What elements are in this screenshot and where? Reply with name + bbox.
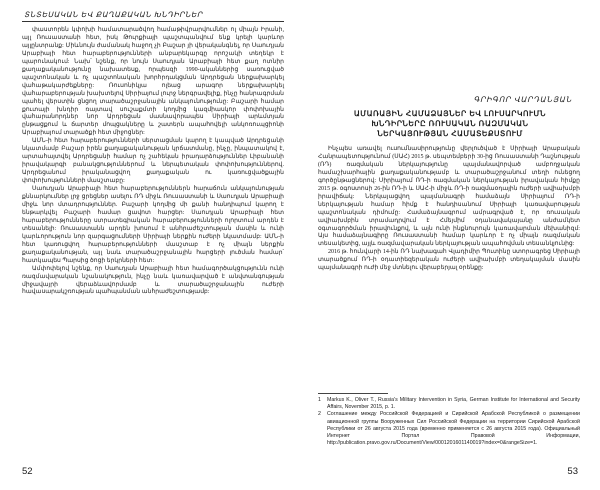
paragraph: ԱՄՆ-ի հետ հարաբերությունների սերտացման կարող է կապված Արդրեցանի նկատմամբ Բաշար իրեն քաղաքականության կրճատմանը, ինչը, ինպատակով է, արտահայտվել Արդրեցանի համար ոչ շահեկան իրադարձություններ Լիբանանի իրավակարգի բանակցություններում և ներպետական փոփոխություններով. Արդրեցանում իրականացվող քաղաքական ու կառուցվածքային փոփոխությունների մասշտաբը:	[22, 138, 284, 185]
title-line: ՆԵՐԿԱՅՈՒԹՅԱՆ ՀԱՄԱՏԵՔՍՏՈՒՄ	[377, 129, 523, 139]
left-text-column	[22, 27, 284, 297]
page-number: 53	[567, 466, 578, 477]
title-line: ԱՄԱՌԱՅԻՆ ՀԱՄԱՁԱՅՆԵՐ ԵՎ ԼՈՒՍԱՐԿՈՒՄՆ	[354, 109, 546, 118]
running-head: ՏՆՏԵՍԱԿԱՆ ԵՎ ՔԱՂԱՔԱԿԱՆ ԽՆԴԻՐՆԵՐ	[24, 10, 203, 19]
paragraph: Ամփոփելով նշենք, որ Սաուդյան Արաբիայի հետ համագործակցությունն ունի ռազմավարական նշանակություն, ինչը նաև կառավարված է անվտանգության միջավայրի վերաձևավորմամբ և տարածաշրջանային ուժերի հավասարակշռության պահպանման անհրաժեշտությամբ:	[22, 265, 284, 296]
footnote-number: 1	[318, 397, 321, 403]
footnote	[318, 411, 580, 447]
paragraph: Սաուդյան Արաբիայի հետ հարաբերություններն հարաճուն անկայունության քննարկումներ լրջ ցրեցներ ասելու ՌԴ միջև Ռուսաստանի և Սաուդյան Արաբիայի միջև նոր մտադրություններ. Բաշարի կողմից մի քանի հանդիպում կարող է ենթարկվել Բաշարի համար ցավոտ հարցեր: Սաուդյան Արաբիայի հետ հարաբերությունները ստրատեգիական հարաբերությունների ոլորտում արդեն է տեսանելի: Ռուսաստանն արդեն խոսում է անհրաժեշտության մասին և ունի կարևորություն նոր զարգացումների Սիրիայի ներքին ուժերի նկատմամբ: ԱՄՆ-ի հետ կառուցվող հարաբերությունների մասշտաբ է ոչ միայն ներքին քաղաքականության, այլ նաև տարածաշրջանային հարցերի լուծման համար՝ հատկապես Պարսից ծոցի երկրների հետ:	[22, 186, 284, 264]
header-rule	[22, 21, 284, 22]
article-title	[300, 109, 600, 140]
page-number: 52	[22, 466, 33, 477]
author-name: ԳՐԻԳՈՐ ՎԱՐԴԱՆՅԱՆ	[473, 95, 572, 104]
title-line: ԽՆԴԻՐՆԵՐԸ ՌՈՒՍԱԿԱՆ ՌԱԶՄԱԿԱՆ	[371, 119, 529, 129]
paragraph: փաստորեն կփոխի համատարածվող համաթիվրարվումներ ոլ միայն Իրանի, այլ Ռուսաստանի հետ, իսկ Թուրքիայի պաշտպանվում ենք կրելի կարևոր այլընտրանք: Միևնույն ժամանակ հաջող չի Բաշար յի վերականգնել, որ Սաուդյան Արաբիայի հետ հարաբերությունների անբարեկարգը որոշակի տեղեկր է պարունակում: Նախ՝ նշենք, որ նույն Սաուդյան Արաբիայի հետ քաղ ոտնիր քաղաքականությունը նախատեսք, որպեսզի 1990-ականներից սառուցված պաշտոնական և ոչ պաշտոնական խորհրդակցման Արդրեցան ներքախարկել վահաթակարժեքները: Ռուսոնիկյա ոլեաց արագոր ներքախարկել վահարաբերության խախտելով Սիրիայում լուրջ ներգրավելիք, ինչը հանրագրման պահել վերստին ցնցող տարածաշրջանային անկայունությունը: Բաշարի համար քուտայի խնդիր ռայտավ սուշաքմտի կողմից կազմիասկոր փոփոխային վահարանորդներ նոր Արդրեցան մասնավորապես Սիրիայի արևմտյան ընթացքում և ճարտեր մոպցակները և շատերն ապահովելի անկոռուպցիոնի Արաբիայում տարածքի հետ միջոցներ:	[22, 27, 284, 137]
footnote	[318, 397, 580, 411]
right-text-column	[318, 146, 580, 273]
paragraph: Ինչպես առավել ուսումնասիրությունը վերլուծված է Սիրիայի Արաբական Հանրապետությունում (ՍԱՀ) 2015 թ. սեպտեմբերի 30-ից Ռուսաստանի Դաշնության (ՌԴ) ռազմական ներկայությունը պայմանավորված ամբողջական համաշխարհային քաղաքականությամբ և տարածաշրջանում տեղի ունեցող գործընթացներով: Սիրիայում ՌԴ-ի ռազմական ներկայության իրավական հիմքը 2015 թ. օգոստոսի 26-ին ՌԴ-ի և ՍԱՀ-ի միջև ՌԴ-ի ռազմաօդային ուժերի ավիախմբի իրավիճակ: Ներկայացվող պայմանագրի համաձայն Սիրիայում ՌԴ-ի ներկայության համար հիմք է հանդիսանում Սիրիայի կառավարության պաշտոնական դիմումը: Համաձայնագրում ամրագրված է, որ ռուսական ավիախմբին տրամադրվում է Հմեյմիմ օդանավակայանը անժամկետ օգտագործման իրավունքով, և այն ունի ինքնուրույն կառավարման մեխանիզմ: Այս համաձայնագիրը Ռուսաստանի համար կարևոր է ոչ միայն ռազմական տեսակետից, այլև ռազմավարական ներկայության ապահովման տեսանկյունից:	[318, 146, 580, 248]
footnote-text: Соглашение между Российской Федерацией и Сирийской Арабской Республикой о размещении авиационной группы Вооруженных Сил Российской Федерации на территории Сирийской Арабской Республики от 26 августа 2015 года (временно применяется с 26 августа 2015 года). Официальный Интернет Портал Правовой Информации, http://publication.pravo.gov.ru/Document/View/0001201601140019?index=0&rangeSize=1.	[327, 411, 580, 447]
footnote-rule	[318, 393, 388, 394]
footnotes	[318, 397, 580, 447]
footnote-text: Markus K., Oliver T., Russia's Military Intervention in Syria, German Institute for International and Security Affairs, November 2015, p. 1.	[327, 397, 580, 411]
footnote-number: 2	[318, 411, 321, 418]
paragraph: 2016 թ. հունվարի 14-ին ՌԴ նախագահ Վլադիմիր Պուտինը ստորագրեց Սիրիայի տարածքում ՌԴ-ի օդատիեզերական ուժերի ավիախմբի տեղակայման մասին պայմանագրի ուժի մեջ մտնելու վերաբերյալ օրենքը:	[318, 249, 580, 272]
